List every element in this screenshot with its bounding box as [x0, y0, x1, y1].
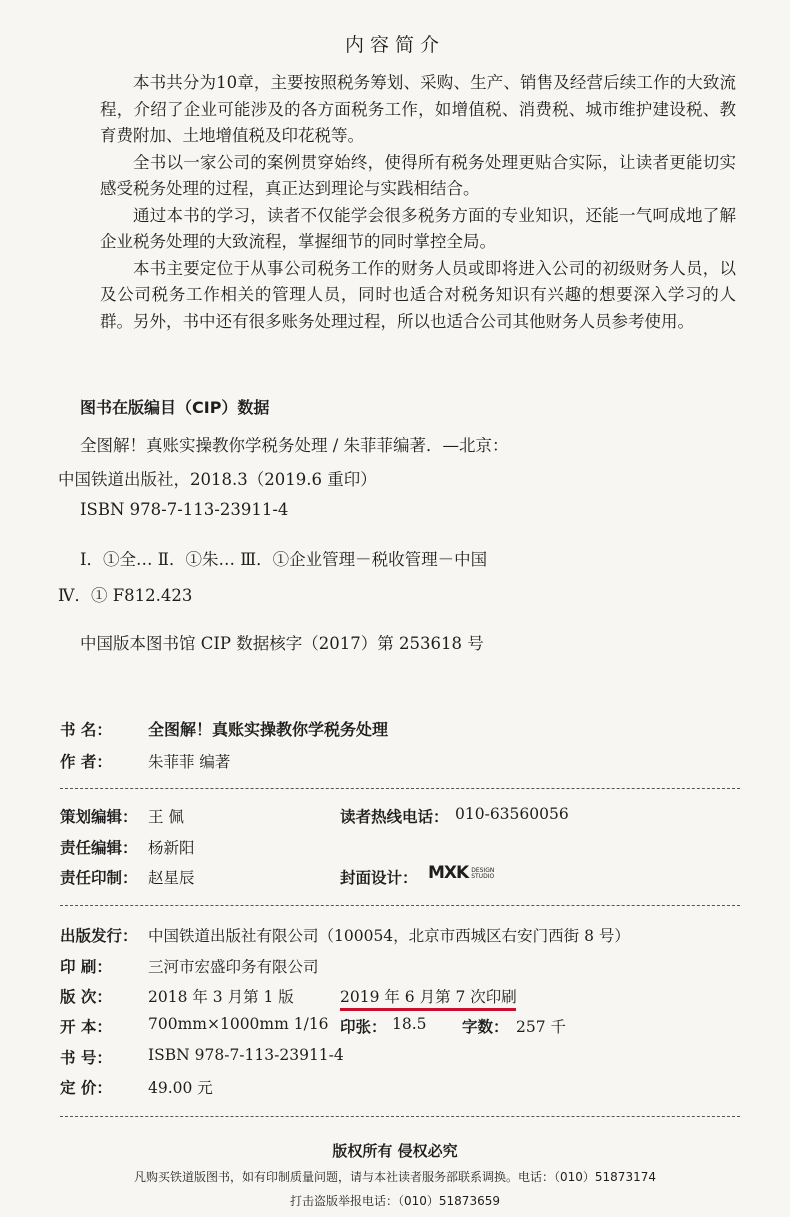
format-label: 开 本：: [60, 1018, 112, 1036]
print-supervisor-label: 责任印制：: [60, 869, 138, 887]
author-value: 朱菲菲 编著: [148, 753, 231, 771]
divider-2: [60, 905, 740, 906]
cover-design-label: 封面设计：: [340, 869, 418, 887]
price-value: 49.00 元: [148, 1079, 213, 1097]
book-title-value: 全图解！真账实操教你学税务处理: [148, 720, 389, 739]
word-count-label: 字数：: [462, 1018, 509, 1036]
price-label: 定 价：: [60, 1079, 112, 1097]
reprint-value: 2019 年 6 月第 7 次印刷: [340, 988, 517, 1006]
reader-hotline-value: 010-63560056: [455, 805, 569, 823]
word-count-value: 257 千: [516, 1018, 567, 1036]
book-title-label: 书 名：: [60, 721, 112, 739]
responsible-editor-label: 责任编辑：: [60, 839, 138, 857]
logo-sub-line-2: STUDIO: [471, 872, 495, 880]
divider-3: [60, 1116, 740, 1117]
cip-title-line: 全图解！真账实操教你学税务处理 / 朱菲菲编著．—北京：: [80, 436, 509, 455]
edition-label: 版 次：: [60, 988, 112, 1006]
mxk-logo-text: MXK: [428, 863, 469, 883]
cip-publisher-line: 中国铁道出版社，2018.3（2019.6 重印）: [58, 470, 377, 489]
print-sheets-value: 18.5: [392, 1015, 427, 1033]
quality-notice: 凡购买铁道版图书，如有印制质量问题，请与本社读者服务部联系调换。电话：（010）51873174: [134, 1170, 656, 1184]
print-sheets-label: 印张：: [340, 1018, 387, 1036]
cip-classification-1: Ⅰ．①全… Ⅱ．①朱… Ⅲ．①企业管理－税收管理－中国: [80, 550, 488, 569]
intro-paragraph: 本书共分为10章，主要按照税务筹划、采购、生产、销售及经营后续工作的大致流程，介绍了企业可能涉及的各方面税务工作，如增值税、消费税、城市维护建设税、教育费附加、土地增值税及印花税等。: [100, 73, 736, 145]
piracy-hotline: 打击盗版举报电话：（010）51873659: [290, 1194, 500, 1208]
reader-hotline-label: 读者热线电话：: [340, 808, 449, 826]
cip-isbn: ISBN 978-7-113-23911-4: [80, 500, 289, 519]
reprint-highlight-underline: [340, 1008, 516, 1011]
printer-value: 三河市宏盛印务有限公司: [148, 958, 319, 976]
intro-body: [100, 70, 736, 335]
author-label: 作 者：: [60, 753, 112, 771]
mxk-logo-subtitle: [471, 868, 494, 880]
isbn-value: ISBN 978-7-113-23911-4: [148, 1046, 344, 1064]
intro-title: 内容简介: [344, 34, 445, 56]
cip-classification-2: Ⅳ．① F812.423: [58, 586, 193, 605]
intro-paragraph: 本书主要定位于从事公司税务工作的财务人员或即将进入公司的初级财务人员，以及公司税务工作相关的管理人员，同时也适合对税务知识有兴趣的想要深入学习的人群。另外，书中还有很多账务处理过程，所以也适合公司其他财务人员参考使用。: [100, 258, 736, 331]
publisher-value: 中国铁道出版社有限公司（100054，北京市西城区右安门西街 8 号）: [148, 927, 630, 945]
cover-design-logo: [428, 863, 494, 883]
publisher-label: 出版发行：: [60, 927, 138, 945]
planning-editor-label: 策划编辑：: [60, 808, 138, 826]
print-supervisor-value: 赵星辰: [148, 869, 195, 887]
planning-editor-value: 王 佩: [148, 808, 184, 826]
responsible-editor-value: 杨新阳: [148, 839, 195, 857]
copyright-notice: 版权所有 侵权必究: [332, 1142, 458, 1160]
edition-value: 2018 年 3 月第 1 版: [148, 988, 294, 1006]
divider-1: [60, 788, 740, 789]
format-value: 700mm×1000mm 1/16: [148, 1015, 329, 1033]
cip-verification-number: 中国版本图书馆 CIP 数据核字（2017）第 253618 号: [80, 634, 484, 653]
logo-sub-line-1: DESIGN: [471, 866, 495, 874]
printer-label: 印 刷：: [60, 958, 112, 976]
isbn-label: 书 号：: [60, 1049, 112, 1067]
intro-paragraph: 通过本书的学习，读者不仅能学会很多税务方面的专业知识，还能一气呵成地了解企业税务处理的大致流程，掌握细节的同时掌控全局。: [100, 205, 736, 251]
cip-heading: 图书在版编目（CIP）数据: [80, 398, 270, 417]
intro-paragraph: 全书以一家公司的案例贯穿始终，使得所有税务处理更贴合实际，让读者更能切实感受税务处理的过程，真正达到理论与实践相结合。: [100, 152, 736, 198]
